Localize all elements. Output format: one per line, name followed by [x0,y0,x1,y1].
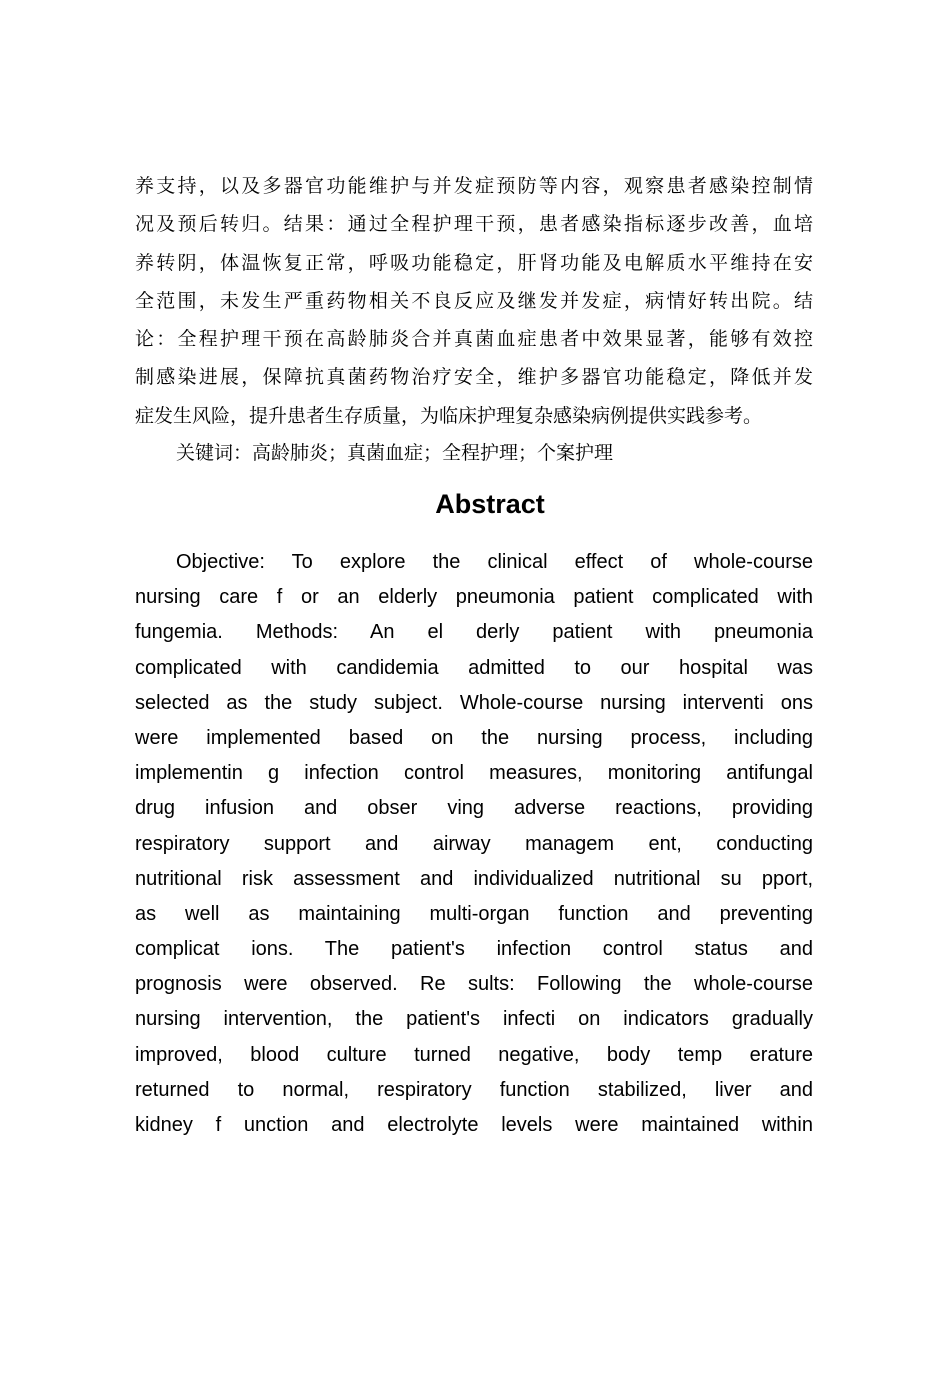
english-abstract-line: returned to normal, respiratory function stabilized, liver and [135,1078,813,1101]
english-abstract-line: kidney f unction and electrolyte levels were maintained within [135,1114,813,1136]
english-abstract-line: selected as the study subject. Whole-course nursing interventi ons [135,691,813,714]
english-abstract-line: fungemia. Methods: An el derly patient with pneumonia [135,621,813,644]
chinese-abstract-body [135,167,813,435]
english-abstract-line: improved, blood culture turned negative, body temp erature [135,1043,813,1066]
chinese-abstract-line: 论：全程护理干预在高龄肺炎合并真菌血症患者中效果显著，能够有效控 [135,328,813,351]
abstract-heading: Abstract [435,489,545,519]
chinese-abstract-line: 养转阴，体温恢复正常，呼吸功能稳定，肝肾功能及电解质水平维持在安 [135,251,813,274]
english-abstract-line: implementin g infection control measures, monitoring antifungal [135,762,813,785]
chinese-abstract-line: 全范围，未发生严重药物相关不良反应及继发并发症，病情好转出院。结 [135,289,813,312]
english-abstract-line: respiratory support and airway managem ent, conducting [135,832,813,855]
english-abstract-line: complicated with candidemia admitted to our hospital was [135,656,813,679]
chinese-keywords: 关键词：高龄肺炎；真菌血症；全程护理；个案护理 [176,442,614,464]
english-abstract-line: Objective: To explore the clinical effect of whole-course [176,551,813,573]
english-abstract-line: nursing care f or an elderly pneumonia patient complicated with [135,586,813,609]
chinese-abstract-line: 制感染进展，保障抗真菌药物治疗安全，维护多器官功能稳定，降低并发 [135,366,813,389]
english-abstract-line: nursing intervention, the patient's infecti on indicators gradually [135,1008,813,1031]
english-abstract-body [135,545,813,1143]
english-abstract-line: prognosis were observed. Re sults: Following the whole-course [135,973,813,996]
chinese-abstract-line: 况及预后转归。结果：通过全程护理干预，患者感染指标逐步改善，血培 [135,213,813,236]
english-abstract-line: as well as maintaining multi-organ function and preventing [135,902,813,925]
english-abstract-line: complicat ions. The patient's infection control status and [135,938,813,961]
english-abstract-line: were implemented based on the nursing process, including [135,726,813,749]
chinese-abstract-line: 养支持，以及多器官功能维护与并发症预防等内容，观察患者感染控制情 [135,175,813,197]
english-abstract-line: nutritional risk assessment and individualized nutritional su pport, [135,867,813,890]
chinese-abstract-line: 症发生风险，提升患者生存质量，为临床护理复杂感染病例提供实践参考。 [135,404,763,427]
english-abstract-line: drug infusion and obser ving adverse reactions, providing [135,797,813,820]
